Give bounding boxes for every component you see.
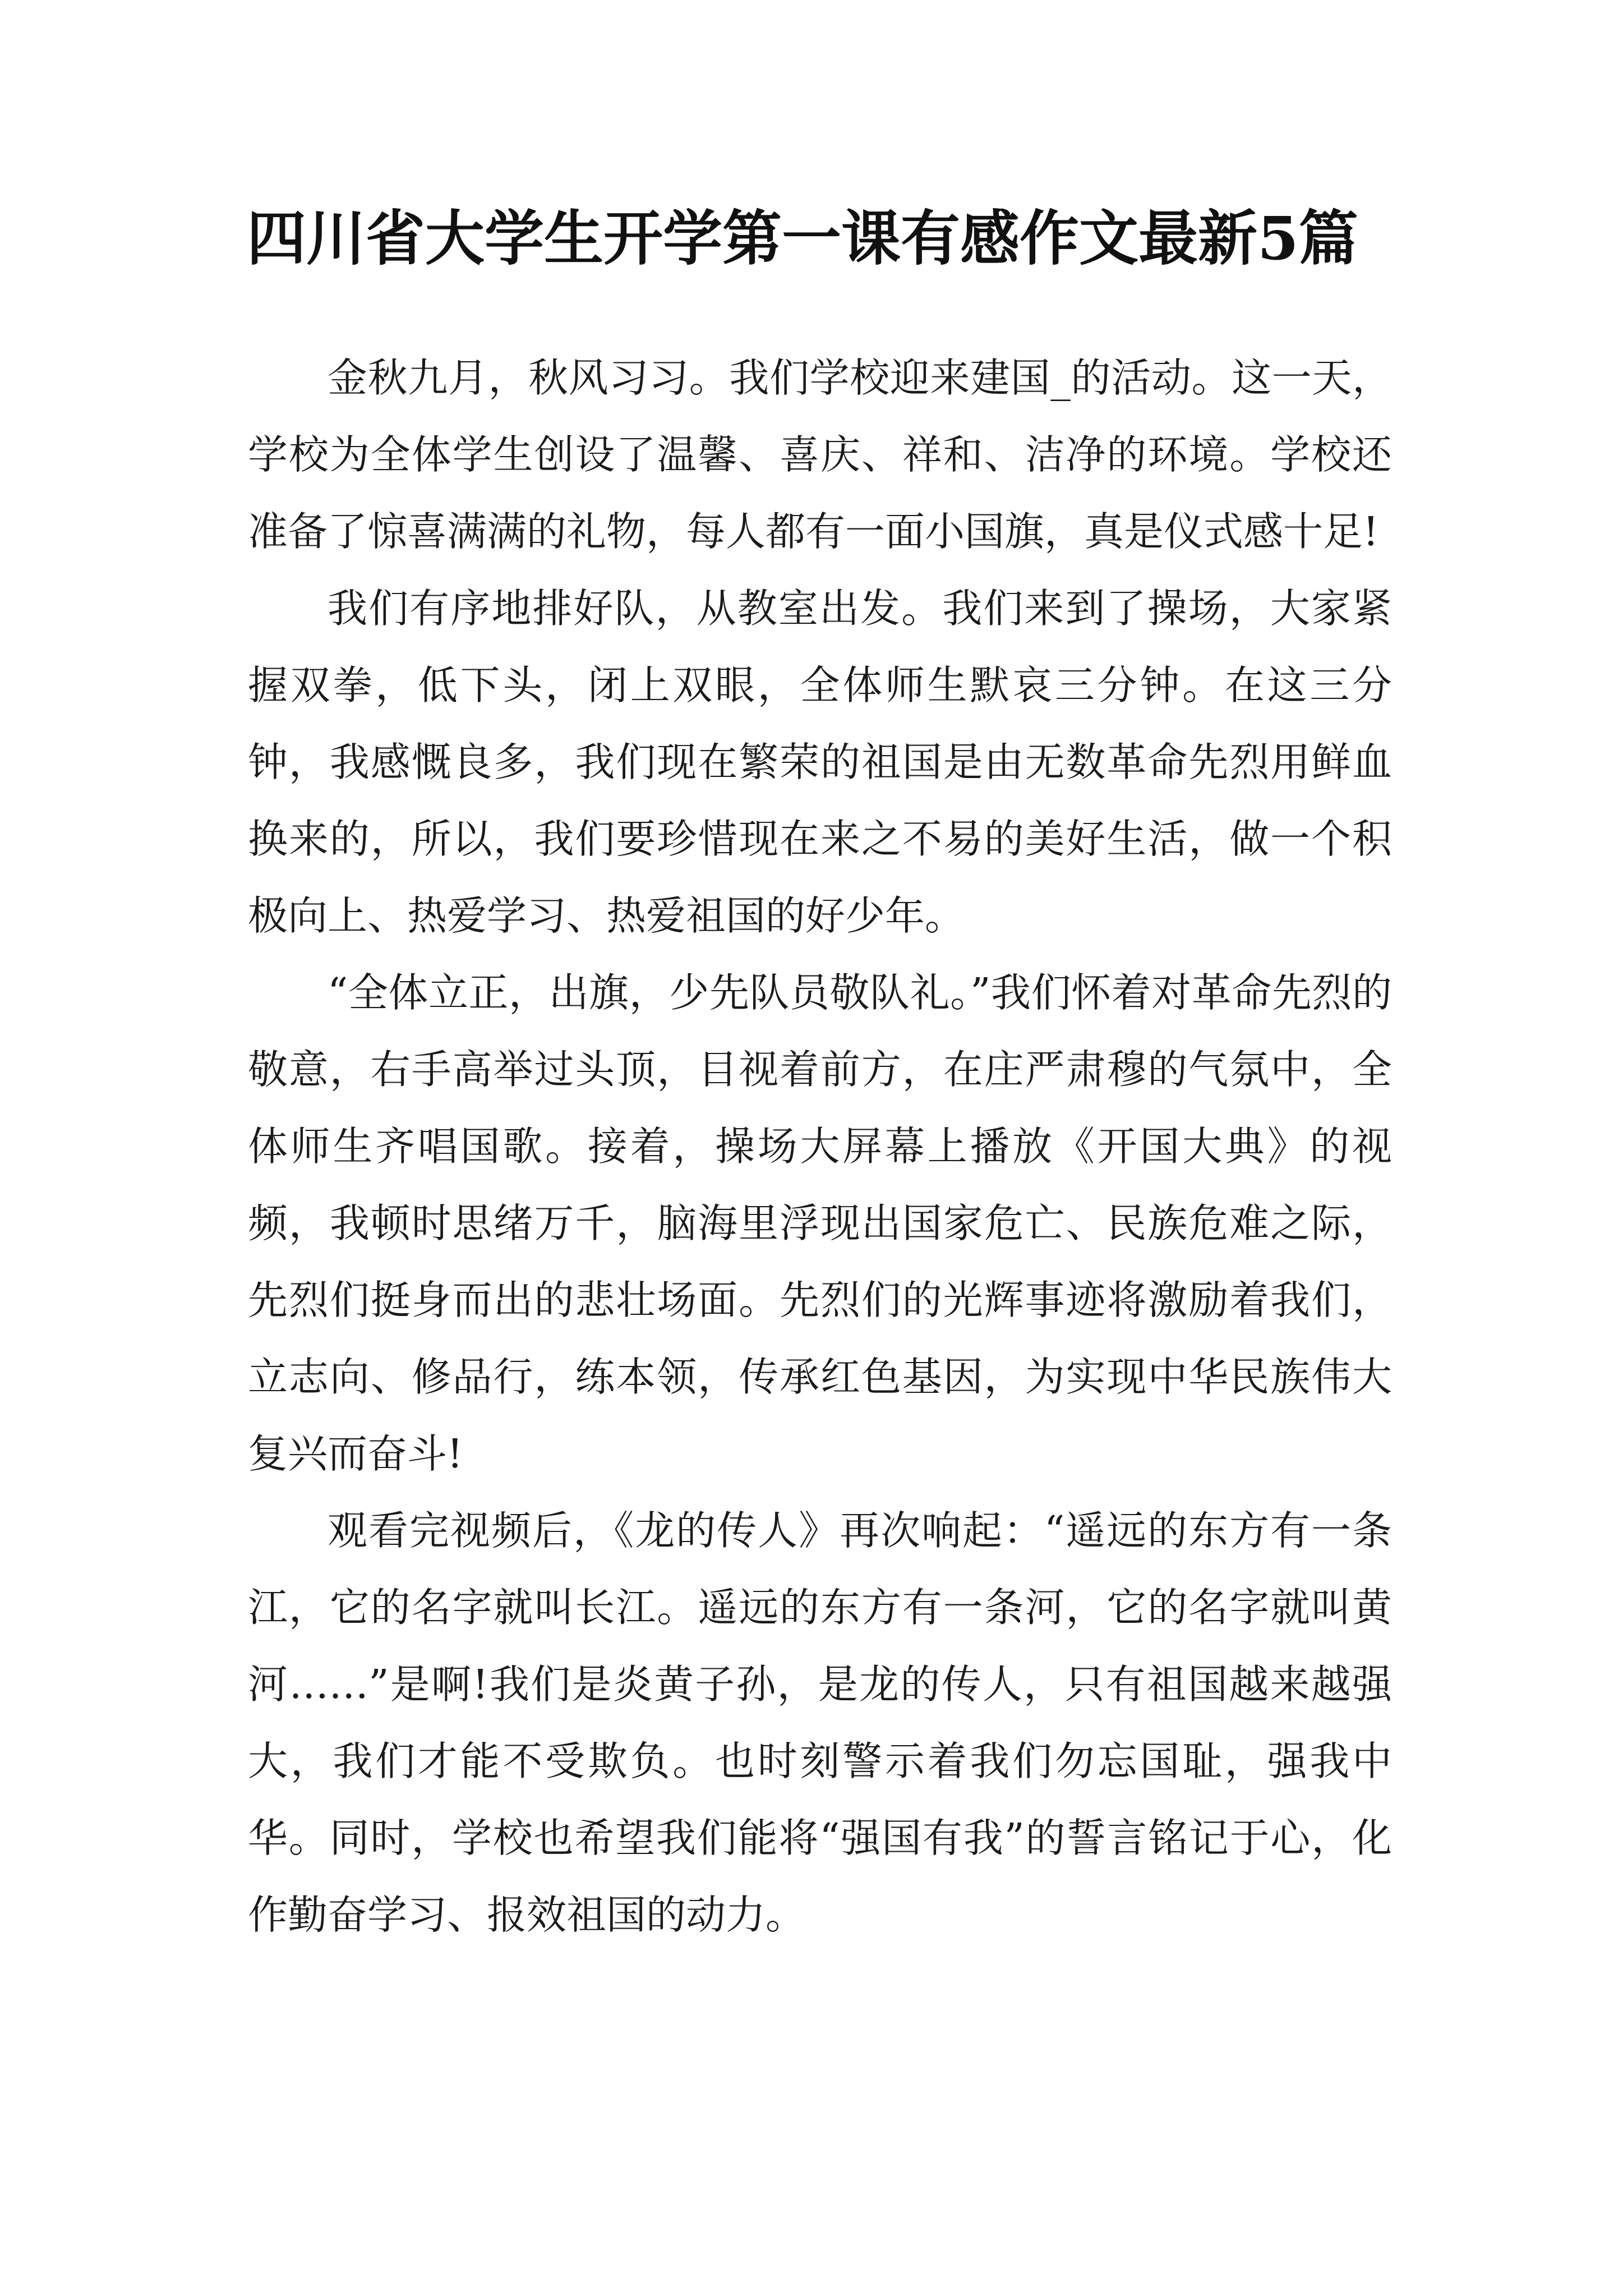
paragraph-2: 我们有序地排好队，从教室出发。我们来到了操场，大家紧握双拳，低下头，闭上双眼，全体师生默哀三分钟。在这三分钟，我感慨良多，我们现在繁荣的祖国是由无数革命先烈用鲜血换来的，所以，我们要珍惜现在来之不易的美好生活，做一个积极向上、热爱学习、热爱祖国的好少年。 xyxy=(248,585,1392,939)
paragraph-3: “全体立正，出旗，少先队员敬队礼。”我们怀着对革命先烈的敬意，右手高举过头顶，目视着前方，在庄严肃穆的气氛中，全体师生齐唱国歌。接着，操场大屏幕上播放《开国大典》的视频，我顿时思绪万千，脑海里浮现出国家危亡、民族危难之际，先烈们挺身而出的悲壮场面。先烈们的光辉事迹将激励着我们，立志向、修品行，练本领，传承红色基因，为实现中华民族伟大复兴而奋斗! xyxy=(248,969,1392,1477)
paragraph-1: 金秋九月，秋风习习。我们学校迎来建国_的活动。这一天，学校为全体学生创设了温馨、喜庆、祥和、洁净的环境。学校还准备了惊喜满满的礼物，每人都有一面小国旗，真是仪式感十足! xyxy=(248,355,1392,555)
document-body xyxy=(248,339,1392,1953)
document-title: 四川省大学生开学第一课有感作文最新5篇 xyxy=(247,203,1358,273)
paragraph-4: 观看完视频后，《龙的传人》再次响起：“遥远的东方有一条江，它的名字就叫长江。遥远的东方有一条河，它的名字就叫黄河……”是啊!我们是炎黄子孙，是龙的传人，只有祖国越来越强大，我们才能不受欺负。也时刻警示着我们勿忘国耻，强我中华。同时，学校也希望我们能将“强国有我”的誓言铭记于心，化作勤奋学习、报效祖国的动力。 xyxy=(248,1507,1392,1938)
